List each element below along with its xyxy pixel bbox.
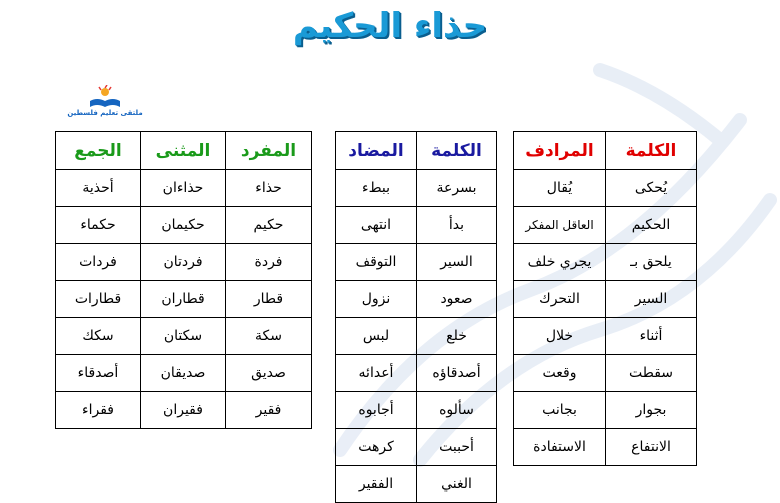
- table-cell: قطارات: [56, 281, 141, 318]
- table-cell: حذاء: [226, 170, 312, 207]
- table-cell: يُقال: [514, 170, 606, 207]
- table-cell: نزول: [336, 281, 417, 318]
- table-cell: خلال: [514, 318, 606, 355]
- table-row: [336, 244, 497, 281]
- plurals-header-dual: المثنى: [141, 132, 226, 170]
- table-cell: يُحكى: [606, 170, 697, 207]
- site-logo: [55, 85, 155, 125]
- table-cell: التحرك: [514, 281, 606, 318]
- table-cell: حكيم: [226, 207, 312, 244]
- table-cell: بسرعة: [417, 170, 497, 207]
- table-row: [56, 392, 312, 429]
- table-row: [336, 466, 497, 503]
- table-row: [336, 170, 497, 207]
- table-cell: ببطء: [336, 170, 417, 207]
- table-cell: أحذية: [56, 170, 141, 207]
- table-row: [56, 318, 312, 355]
- table-row: [336, 207, 497, 244]
- table-cell: سألوه: [417, 392, 497, 429]
- table-row: [514, 392, 697, 429]
- table-cell: صديقان: [141, 355, 226, 392]
- table-cell: الانتفاع: [606, 429, 697, 466]
- table-row: [514, 170, 697, 207]
- table-cell: أصدقاء: [56, 355, 141, 392]
- synonyms-header-word: الكلمة: [606, 132, 697, 170]
- table-cell: فردة: [226, 244, 312, 281]
- table-row: [514, 429, 697, 466]
- table-cell: صديق: [226, 355, 312, 392]
- synonyms-table: [513, 131, 697, 466]
- table-row: [56, 355, 312, 392]
- table-cell: الفقير: [336, 466, 417, 503]
- book-logo-icon: [88, 85, 122, 109]
- table-cell: السير: [417, 244, 497, 281]
- antonyms-header-antonym: المضاد: [336, 132, 417, 170]
- table-row: [336, 392, 497, 429]
- table-cell: أثناء: [606, 318, 697, 355]
- table-row: [514, 355, 697, 392]
- table-cell: حذاءان: [141, 170, 226, 207]
- antonyms-header-word: الكلمة: [417, 132, 497, 170]
- table-row: [514, 207, 697, 244]
- table-row: [56, 244, 312, 281]
- table-cell: العاقل المفكر: [514, 207, 606, 244]
- table-row: [336, 318, 497, 355]
- table-cell: يلحق بـ: [606, 244, 697, 281]
- table-cell: فقير: [226, 392, 312, 429]
- table-cell: أحببت: [417, 429, 497, 466]
- table-cell: فقيران: [141, 392, 226, 429]
- table-row: [336, 429, 497, 466]
- table-cell: بجوار: [606, 392, 697, 429]
- plurals-table: [55, 131, 312, 429]
- table-cell: فردتان: [141, 244, 226, 281]
- table-cell: قطار: [226, 281, 312, 318]
- table-row: [56, 170, 312, 207]
- table-cell: انتهى: [336, 207, 417, 244]
- table-cell: بدأ: [417, 207, 497, 244]
- table-cell: سكك: [56, 318, 141, 355]
- table-cell: السير: [606, 281, 697, 318]
- table-cell: سكة: [226, 318, 312, 355]
- table-row: [514, 244, 697, 281]
- table-cell: حكماء: [56, 207, 141, 244]
- table-cell: حكيمان: [141, 207, 226, 244]
- table-cell: أجابوه: [336, 392, 417, 429]
- table-cell: أصدقاؤه: [417, 355, 497, 392]
- table-cell: أعدائه: [336, 355, 417, 392]
- table-row: [56, 281, 312, 318]
- logo-text: ملتقى تعليم فلسطين: [67, 109, 143, 117]
- table-cell: كرهت: [336, 429, 417, 466]
- antonyms-table: [335, 131, 497, 503]
- table-row: [514, 281, 697, 318]
- table-cell: فردات: [56, 244, 141, 281]
- table-row: [514, 318, 697, 355]
- table-cell: يجري خلف: [514, 244, 606, 281]
- table-cell: خلع: [417, 318, 497, 355]
- synonyms-header-synonym: المرادف: [514, 132, 606, 170]
- plurals-header-singular: المفرد: [226, 132, 312, 170]
- table-cell: سكتان: [141, 318, 226, 355]
- table-cell: وقعت: [514, 355, 606, 392]
- table-cell: صعود: [417, 281, 497, 318]
- table-cell: بجانب: [514, 392, 606, 429]
- page-title: حذاء الحكيم: [292, 6, 488, 46]
- table-cell: قطاران: [141, 281, 226, 318]
- table-cell: الاستفادة: [514, 429, 606, 466]
- table-cell: فقراء: [56, 392, 141, 429]
- table-cell: التوقف: [336, 244, 417, 281]
- table-cell: سقطت: [606, 355, 697, 392]
- table-cell: الغني: [417, 466, 497, 503]
- plurals-header-plural: الجمع: [56, 132, 141, 170]
- table-row: [336, 355, 497, 392]
- table-cell: الحكيم: [606, 207, 697, 244]
- table-cell: لبس: [336, 318, 417, 355]
- table-row: [56, 207, 312, 244]
- table-row: [336, 281, 497, 318]
